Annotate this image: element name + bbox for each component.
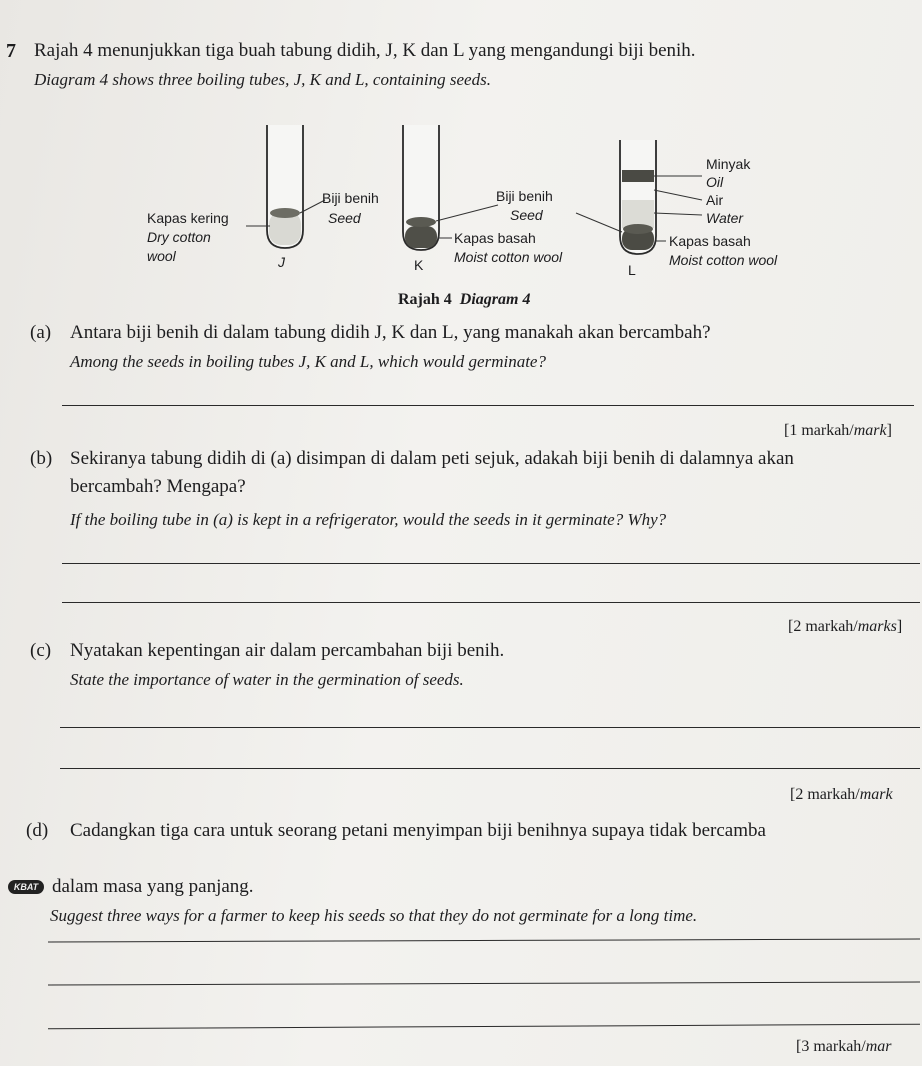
part-d-text-en: Suggest three ways for a farmer to keep his seeds so that they do not germinate for a long time.	[50, 906, 698, 925]
part-b-text-bm-2: bercambah? Mengapa?	[70, 476, 246, 497]
boiling-tubes-diagram	[0, 0, 922, 320]
label-seed-k-bm: Biji benih	[496, 188, 553, 204]
tube-l-label: L	[628, 262, 636, 278]
seeds-l	[623, 224, 653, 234]
label-water: Water	[706, 210, 744, 226]
answer-line-b2[interactable]	[62, 602, 920, 603]
label-moist-cotton-k-en: Moist cotton wool	[454, 249, 563, 265]
part-a-marks-bm: [1 markah/	[784, 422, 854, 439]
answer-line-d1[interactable]	[48, 938, 920, 942]
water-layer-l	[622, 200, 654, 228]
label-seed-k-en: Seed	[510, 207, 543, 223]
question-intro-bm: Rajah 4 menunjukkan tiga buah tabung didih, J, K dan L yang mengandungi biji benih.	[34, 40, 696, 61]
answer-line-c2[interactable]	[60, 768, 920, 769]
question-intro-en: Diagram 4 shows three boiling tubes, J, K and L, containing seeds.	[34, 70, 491, 89]
part-b-text-bm-1: Sekiranya tabung didih di (a) disimpan di dalam peti sejuk, adakah biji benih di dalamnya akan	[70, 448, 794, 469]
part-c-label: (c)	[30, 640, 52, 661]
seeds-k	[406, 217, 436, 227]
label-seed-j-en: Seed	[328, 210, 361, 226]
part-d-label: (d)	[26, 820, 49, 841]
label-seed-j-bm: Biji benih	[322, 190, 379, 206]
label-dry-cotton-en-2: wool	[147, 248, 176, 264]
part-b-marks-end: ]	[896, 618, 903, 635]
diagram-caption	[398, 291, 530, 309]
part-c-text-en: State the importance of water in the germination of seeds.	[70, 670, 464, 689]
part-a-marks-end: ]	[886, 422, 892, 439]
answer-line-c1[interactable]	[60, 727, 920, 728]
part-a-marks	[784, 422, 892, 440]
oil-layer-l	[622, 170, 654, 182]
answer-line-d3[interactable]	[48, 1024, 920, 1030]
diagram-4	[0, 0, 922, 320]
part-d-marks-bm: [3 markah/	[796, 1038, 866, 1055]
part-b-marks-bm: [2 markah/	[788, 618, 858, 635]
question-number: 7	[6, 40, 16, 62]
caption-bm: Rajah 4	[398, 291, 452, 308]
label-oil-bm: Minyak	[706, 156, 751, 172]
answer-line-a1[interactable]	[62, 405, 914, 406]
label-moist-cotton-k-bm: Kapas basah	[454, 230, 536, 246]
part-c-marks	[790, 786, 893, 804]
part-b-marks-en: marks	[857, 618, 897, 635]
moist-cotton-wool-k	[405, 226, 437, 248]
tube-j	[246, 125, 325, 248]
kbat-badge: KBAT	[8, 880, 44, 894]
part-c-marks-en: mark	[859, 786, 893, 803]
label-moist-cotton-l-bm: Kapas basah	[669, 233, 751, 249]
part-d-text-bm-1: Cadangkan tiga cara untuk seorang petani menyimpan biji benihnya supaya tidak bercamba	[70, 820, 766, 841]
tube-k-label: K	[414, 257, 424, 273]
answer-line-d2[interactable]	[48, 981, 920, 985]
caption-en: Diagram 4	[459, 291, 531, 308]
part-c-marks-bm: [2 markah/	[790, 786, 860, 803]
part-d-text-bm-2: dalam masa yang panjang.	[52, 876, 254, 897]
label-oil-en: Oil	[706, 174, 724, 190]
part-d-marks-en: mar	[865, 1038, 892, 1055]
label-air: Air	[706, 192, 724, 208]
part-c-text-bm: Nyatakan kepentingan air dalam percambahan biji benih.	[70, 640, 505, 661]
part-d-marks	[796, 1038, 892, 1056]
part-a-text-bm: Antara biji benih di dalam tabung didih J, K dan L, yang manakah akan bercambah?	[70, 322, 711, 343]
part-a-label: (a)	[30, 322, 52, 343]
part-a-text-en: Among the seeds in boiling tubes J, K and L, which would germinate?	[70, 352, 546, 371]
answer-line-b1[interactable]	[62, 563, 920, 564]
part-b-text-en: If the boiling tube in (a) is kept in a refrigerator, would the seeds in it germinate? Why?	[70, 510, 667, 529]
label-moist-cotton-l-en: Moist cotton wool	[669, 252, 778, 268]
label-dry-cotton-bm: Kapas kering	[147, 210, 229, 226]
part-a-marks-en: mark	[853, 422, 887, 439]
seeds-j	[270, 208, 300, 218]
tube-j-label: J	[278, 254, 285, 270]
label-dry-cotton-en-1: Dry cotton	[147, 229, 211, 245]
part-b-label: (b)	[30, 448, 53, 469]
part-b-marks	[788, 618, 902, 636]
